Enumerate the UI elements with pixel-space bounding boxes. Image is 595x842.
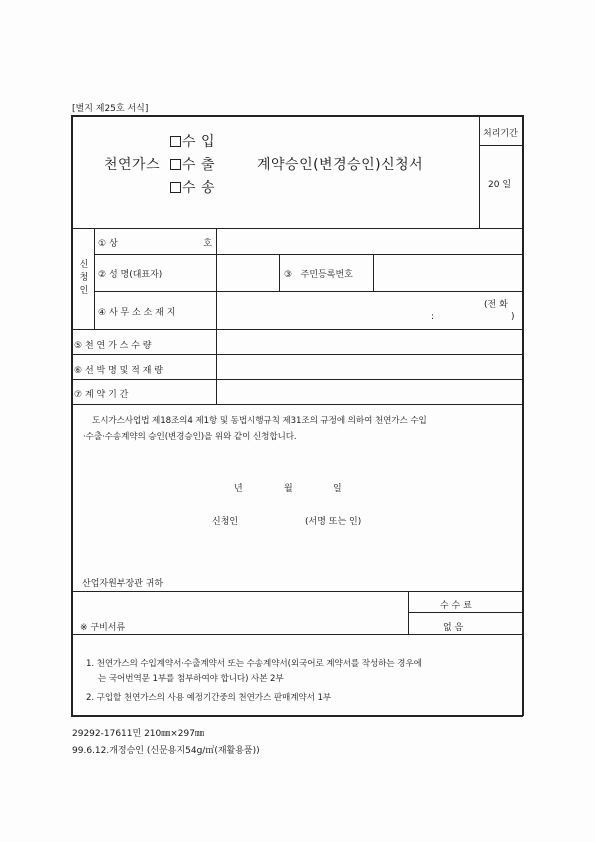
transport-checkbox[interactable] xyxy=(170,182,181,193)
phone-label: (전 화 xyxy=(484,300,508,310)
row-line-2 xyxy=(95,291,522,292)
name-rrn-divider-a xyxy=(279,255,280,291)
row-line-6 xyxy=(72,404,522,405)
fee-label: 수 수 료 xyxy=(440,601,472,611)
date-day: 일 xyxy=(333,484,342,494)
application-paragraph-line2: ·수출·수송계약의 승인(변경승인)을 위와 같이 신청합니다. xyxy=(83,432,297,442)
date-month: 월 xyxy=(284,484,293,494)
period-divider xyxy=(216,380,217,404)
frame-right xyxy=(522,115,524,716)
signature-label: (서명 또는 인) xyxy=(305,517,362,527)
gas-quantity-label: ⑤ 천 연 가 스 수 량 xyxy=(74,341,152,351)
applicant-top-line xyxy=(72,228,522,229)
applicant-side-label: 신 청 인 xyxy=(79,260,89,296)
import-checkbox[interactable] xyxy=(170,136,181,147)
rrn-label: ③ 주민등록번호 xyxy=(284,270,353,280)
docs-line xyxy=(72,634,522,635)
doc-item-1-line2: 는 국어번역문 1부를 첨부하여야 합니다) 사본 2부 xyxy=(98,674,284,684)
doc-item-2: 2. 구입할 천연가스의 사용 예정기간중의 천연가스 판매계약서 1부 xyxy=(86,693,332,703)
date-year: 년 xyxy=(234,484,243,494)
footer-line2: 99.6.12.개정승인 (신문용지54g/㎡(재활용품)) xyxy=(72,746,260,756)
frame-left xyxy=(71,115,73,716)
required-docs-label: ※ 구비서류 xyxy=(80,623,126,633)
docs-top-line xyxy=(72,591,522,592)
form-number: [별지 제25호 서식] xyxy=(72,104,149,114)
processing-value: 20 일 xyxy=(488,180,512,190)
doc-item-1-line1: 1. 천연가스의 수입계약서·수출계약서 또는 수송계약서(외국어로 계약서를 작성하는 경우에 xyxy=(86,659,422,669)
period-label: ⑦ 계 약 기 간 xyxy=(74,390,129,400)
frame-bottom xyxy=(71,715,523,717)
processing-divider xyxy=(479,116,480,228)
export-checkbox[interactable] xyxy=(170,159,181,170)
phone-colon: : xyxy=(431,312,435,322)
title-option-transport[interactable]: 수 송 xyxy=(170,177,215,197)
application-paragraph-line1: 도시가스사업법 제18조의4 제1항 및 동법시행규칙 제31조의 규정에 의하여 천연가스 수입 xyxy=(92,416,427,426)
title-prefix: 천연가스 xyxy=(104,157,161,173)
row-line-3 xyxy=(72,329,522,330)
name-label: ② 성 명(대표자) xyxy=(98,270,163,280)
title-suffix: 계약승인(변경승인)신청서 xyxy=(257,157,424,173)
applicant-sign-label: 신청인 xyxy=(212,517,239,527)
footer-line1: 29292-17611민 210㎜×297㎜ xyxy=(72,729,204,739)
fee-value: 없 음 xyxy=(443,623,464,633)
frame-top xyxy=(71,115,523,117)
processing-label: 처리기간 xyxy=(483,129,518,139)
company-label: ① 상 호 xyxy=(98,239,212,249)
ship-label: ⑥ 선 박 명 및 적 재 량 xyxy=(74,366,163,376)
office-label: ④ 사 무 소 소 재 지 xyxy=(98,308,176,318)
addressee: 산업자원부장관 귀하 xyxy=(82,579,164,589)
row-line-1 xyxy=(95,254,522,255)
row-line-5 xyxy=(72,379,522,380)
fee-header-line xyxy=(409,612,522,613)
title-option-import[interactable]: 수 입 xyxy=(170,131,215,151)
row-line-4 xyxy=(72,354,522,355)
processing-header-line xyxy=(480,145,522,146)
fee-divider xyxy=(408,592,409,634)
applicant-side-divider xyxy=(94,229,95,329)
phone-close: ) xyxy=(511,312,515,322)
name-rrn-divider-b xyxy=(373,255,374,291)
title-option-export[interactable]: 수 출 xyxy=(170,154,215,174)
